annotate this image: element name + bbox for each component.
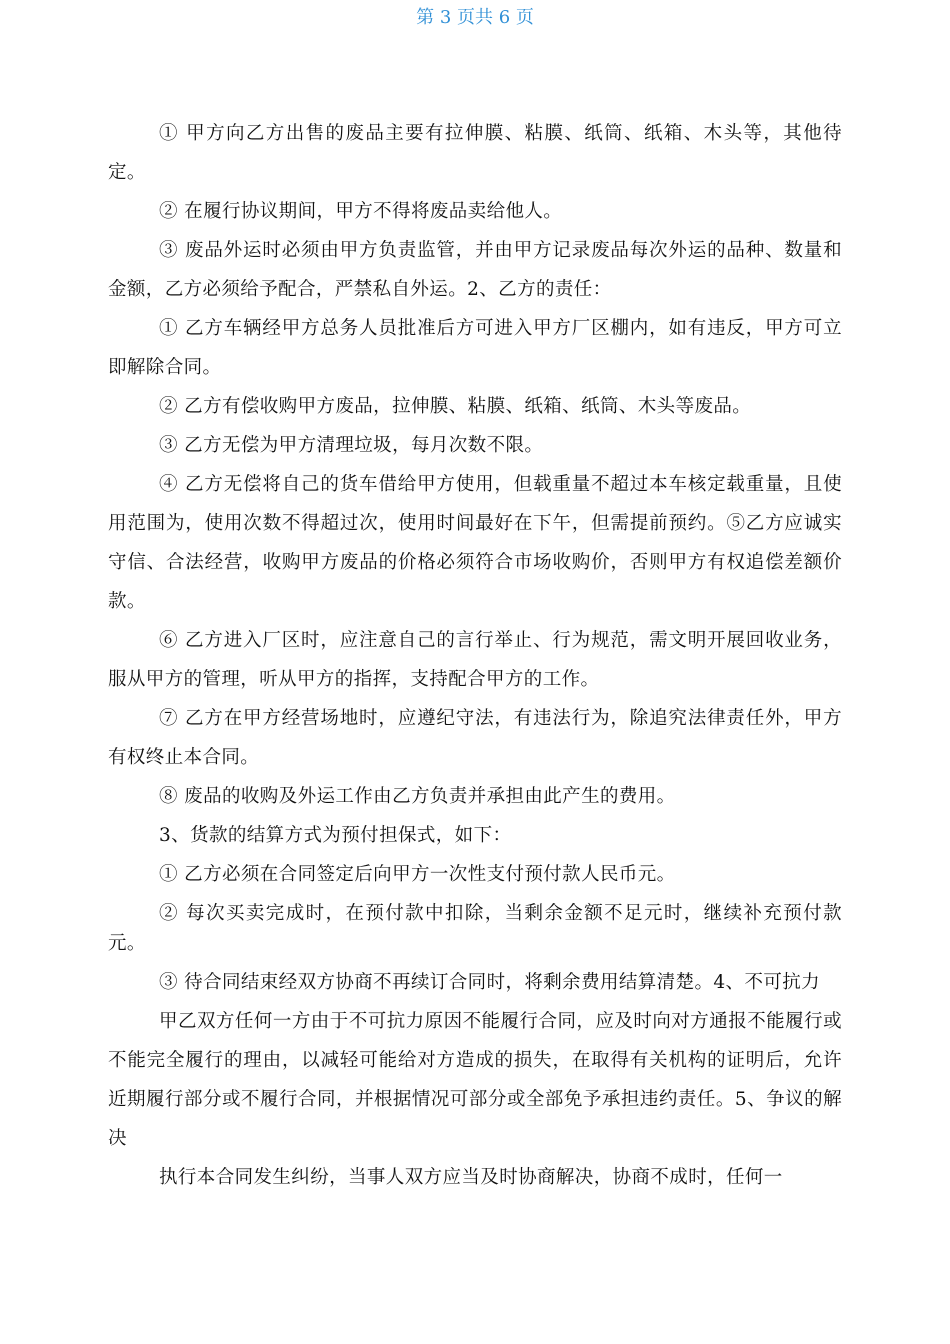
clause-1-item-2: ② 在履行协议期间，甲方不得将废品卖给他人。 [159, 201, 563, 222]
page-number-header: 第 3 页共 6 页 [416, 7, 534, 28]
clause-1-item-1: ① 甲方向乙方出售的废品主要有拉伸膜、粘膜、纸筒、纸箱、木头等，其他待定。 [108, 123, 842, 183]
clause-3-heading: 3、货款的结算方式为预付担保式，如下： [159, 825, 512, 846]
clause-2-item-4-5: ④ 乙方无偿将自己的货车借给甲方使用，但载重量不超过本车核定载重量，且使用范围为，使用次数不得超过次，使用时间最好在下午，但需提前预约。⑤乙方应诚实守信、合法经营，收购甲方废品的价格必须符合市场收购价，否则甲方有权追偿差额价款。 [108, 474, 842, 612]
clause-3-item-2: ② 每次买卖完成时，在预付款中扣除，当剩余金额不足元时，继续补充预付款元。 [108, 903, 842, 954]
clause-4-body: 甲乙双方任何一方由于不可抗力原因不能履行合同，应及时向对方通报不能履行或不能完全履行的理由，以减轻可能给对方造成的损失，在取得有关机构的证明后，允许近期履行部分或不履行合同，并根据情况可部分或全部免予承担违约责任。5、争议的解决 [108, 1011, 842, 1149]
document-body [108, 114, 842, 1197]
clause-3-item-3: ③ 待合同结束经双方协商不再续订合同时，将剩余费用结算清楚。4、不可抗力 [159, 972, 821, 993]
clause-2-item-2: ② 乙方有偿收购甲方废品，拉伸膜、粘膜、纸箱、纸筒、木头等废品。 [159, 396, 752, 417]
clause-2-item-7: ⑦ 乙方在甲方经营场地时，应遵纪守法，有违法行为，除追究法律责任外，甲方有权终止本合同。 [108, 708, 842, 768]
clause-2-item-3: ③ 乙方无偿为甲方清理垃圾，每月次数不限。 [159, 435, 544, 456]
clause-2-item-8: ⑧ 废品的收购及外运工作由乙方负责并承担由此产生的费用。 [159, 786, 676, 807]
clause-1-item-3: ③ 废品外运时必须由甲方负责监管，并由甲方记录废品每次外运的品种、数量和金额，乙方必须给予配合，严禁私自外运。2、乙方的责任： [108, 240, 842, 300]
clause-5-body: 执行本合同发生纠纷，当事人双方应当及时协商解决，协商不成时，任何一 [159, 1167, 783, 1188]
clause-2-item-6: ⑥ 乙方进入厂区时，应注意自己的言行举止、行为规范，需文明开展回收业务，服从甲方的管理，听从甲方的指挥，支持配合甲方的工作。 [108, 630, 842, 690]
clause-3-item-1: ① 乙方必须在合同签定后向甲方一次性支付预付款人民币元。 [159, 864, 676, 885]
clause-2-item-1: ① 乙方车辆经甲方总务人员批准后方可进入甲方厂区棚内，如有违反，甲方可立即解除合同。 [108, 318, 842, 378]
